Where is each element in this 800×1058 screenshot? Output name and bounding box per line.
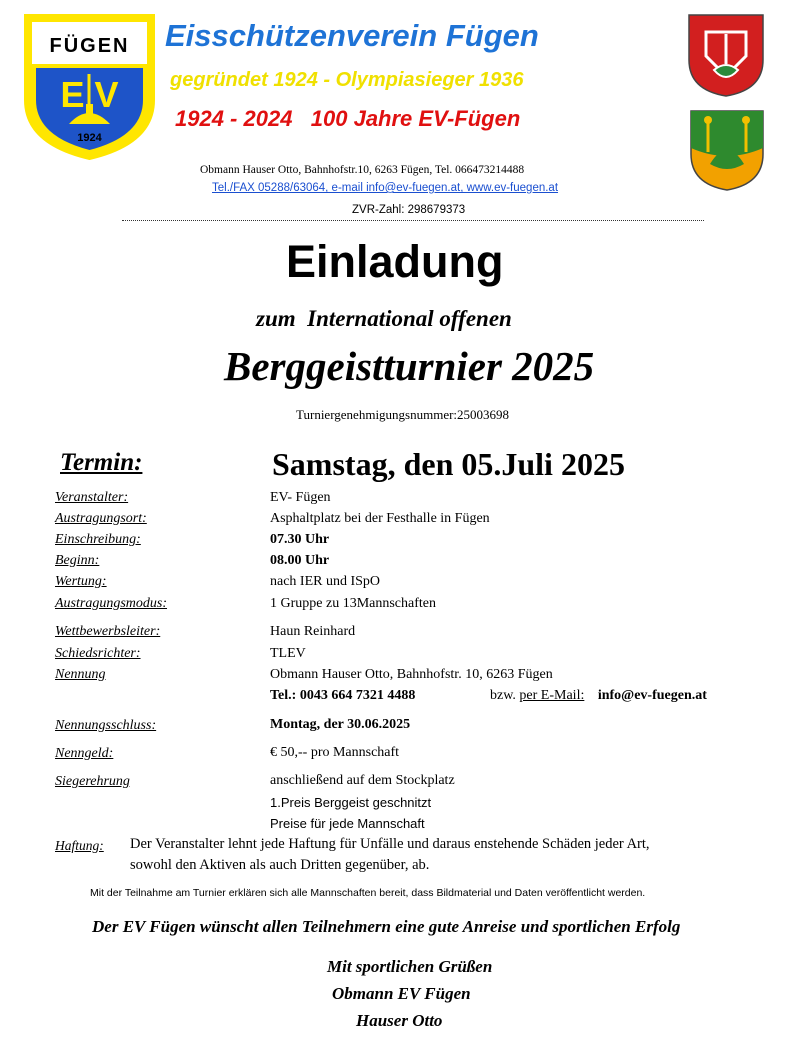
haftung-text-1: Der Veranstalter lehnt jede Haftung für Unfälle und daraus enstehende Schäden jeder Art, bbox=[130, 836, 650, 852]
label-schiedsrichter: Schiedsrichter: bbox=[55, 646, 141, 661]
label-veranstalter: Veranstalter: bbox=[55, 490, 129, 505]
club-subtitle: gegründet 1924 - Olympiasieger 1936 bbox=[170, 69, 524, 91]
value-einschreibung: 07.30 Uhr bbox=[270, 532, 330, 547]
club-logo bbox=[22, 12, 157, 162]
invitation-title: Einladung bbox=[286, 236, 504, 287]
label-beginn: Beginn: bbox=[55, 553, 100, 568]
nennung-email-line bbox=[490, 688, 707, 704]
closing-title: Obmann EV Fügen bbox=[332, 984, 471, 1003]
closing-greeting: Mit sportlichen Grüßen bbox=[327, 957, 493, 976]
closing-name: Hauser Otto bbox=[356, 1011, 443, 1030]
label-wertung: Wertung: bbox=[55, 574, 107, 589]
nennung-email[interactable]: info@ev-fuegen.at bbox=[597, 688, 707, 703]
label-austragungsmodus: Austragungsmodus: bbox=[55, 596, 168, 611]
value-nennung-phone: Tel.: 0043 664 7321 4488 bbox=[270, 688, 416, 703]
termin-date: Samstag, den 05.Juli 2025 bbox=[272, 446, 625, 482]
contact-address: Obmann Hauser Otto, Bahnhofstr.10, 6263 Fügen, Tel. 066473214488 bbox=[200, 164, 525, 176]
media-notice: Mit der Teilnahme am Turnier erklären sich alle Mannschaften bereit, dass Bildmaterial und Daten veröffentlicht werden. bbox=[90, 887, 646, 899]
invitation-intro: zum International offenen bbox=[256, 306, 512, 331]
label-nennungsschluss: Nennungsschluss: bbox=[55, 718, 157, 733]
nennung-email-prefix: bzw. bbox=[490, 688, 516, 703]
logo-main-text: E V bbox=[60, 74, 119, 115]
club-name: Eisschützenverein Fügen bbox=[165, 18, 539, 53]
value-beginn: 08.00 Uhr bbox=[270, 553, 330, 568]
value-schiedsrichter: TLEV bbox=[270, 646, 306, 661]
contact-links[interactable]: Tel./FAX 05288/63064, e-mail info@ev-fuegen.at, www.ev-fuegen.at bbox=[212, 182, 559, 194]
value-siegerehrung-2: 1.Preis Berggeist geschnitzt bbox=[270, 795, 432, 810]
well-wishes: Der EV Fügen wünscht allen Teilnehmern eine gute Anreise und sportlichen Erfolg bbox=[92, 917, 681, 936]
haftung-text-2: sowohl den Aktiven als auch Dritten gegenüber, ab. bbox=[130, 857, 430, 873]
value-wertung: nach IER und ISpO bbox=[270, 574, 381, 589]
label-nenngeld: Nenngeld: bbox=[55, 746, 114, 761]
nennung-email-label: per E-Mail: bbox=[519, 688, 585, 703]
logo-year: 1924 bbox=[77, 132, 102, 144]
fuegen-coat-of-arms-icon bbox=[686, 12, 766, 98]
label-wettbewerbsleiter: Wettbewerbsleiter: bbox=[55, 624, 161, 639]
zvr-number: ZVR-Zahl: 298679373 bbox=[352, 204, 466, 216]
value-nenngeld: € 50,-- pro Mannschaft bbox=[270, 745, 400, 760]
value-nennung-address: Obmann Hauser Otto, Bahnhofstr. 10, 6263 Fügen bbox=[270, 667, 553, 682]
label-austragungsort: Austragungsort: bbox=[55, 511, 147, 526]
value-nennungsschluss: Montag, der 30.06.2025 bbox=[270, 717, 411, 732]
value-siegerehrung-3: Preise für jede Mannschaft bbox=[270, 816, 425, 831]
value-austragungsort: Asphaltplatz bei der Festhalle in Fügen bbox=[270, 511, 490, 526]
termin-label: Termin: bbox=[60, 449, 143, 476]
value-veranstalter: EV- Fügen bbox=[270, 490, 331, 505]
haftung-label: Haftung: bbox=[55, 838, 104, 853]
anniversary-line: 1924 - 2024 100 Jahre EV-Fügen bbox=[175, 106, 521, 131]
value-austragungsmodus: 1 Gruppe zu 13Mannschaften bbox=[270, 596, 437, 611]
event-name: Berggeistturnier 2025 bbox=[224, 343, 595, 389]
logo-top-text: FÜGEN bbox=[49, 35, 130, 57]
header-divider bbox=[122, 220, 704, 221]
municipality-coat-of-arms-icon bbox=[688, 108, 766, 192]
label-nennung: Nennung bbox=[55, 667, 106, 682]
permit-number: Turniergenehmigungsnummer:25003698 bbox=[296, 407, 510, 422]
value-siegerehrung-1: anschließend auf dem Stockplatz bbox=[270, 773, 455, 788]
label-siegerehrung: Siegerehrung bbox=[55, 774, 130, 789]
label-einschreibung: Einschreibung: bbox=[55, 532, 141, 547]
value-wettbewerbsleiter: Haun Reinhard bbox=[270, 624, 356, 639]
